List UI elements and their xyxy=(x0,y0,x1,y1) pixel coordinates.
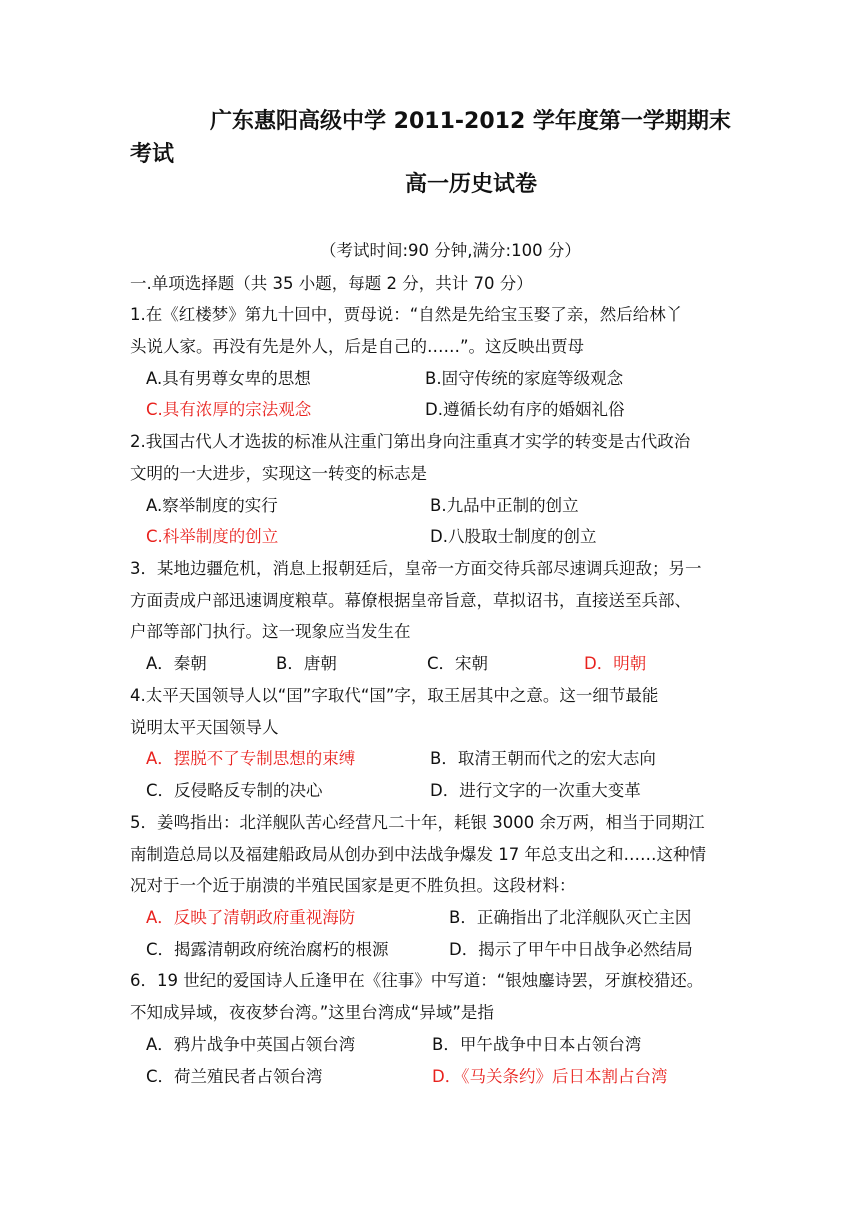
q2-option-c-answer: C.科举制度的创立 xyxy=(146,527,279,546)
q2-line2: 文明的一大进步，实现这一转变的标志是 xyxy=(130,464,427,483)
q2-option-b: B.九品中正制的创立 xyxy=(430,496,579,515)
q4-option-b: B．取清王朝而代之的宏大志向 xyxy=(430,749,656,768)
q1-line1: 1.在《红楼梦》第九十回中，贾母说：“自然是先给宝玉娶了亲，然后给林丫 xyxy=(130,305,683,324)
exam-info: （考试时间:90 分钟,满分:100 分） xyxy=(320,241,581,260)
q5-option-c: C．揭露清朝政府统治腐朽的根源 xyxy=(146,940,389,959)
q6-option-b: B．甲午战争中日本占领台湾 xyxy=(432,1035,642,1054)
q3-line2: 方面责成户部迅速调度粮草。幕僚根据皇帝旨意，草拟诏书，直接送至兵部、 xyxy=(130,591,691,610)
q5-line2: 南制造总局以及福建船政局从创办到中法战争爆发 17 年总支出之和……这种情 xyxy=(130,845,706,864)
q4-option-a-answer: A．摆脱不了专制思想的束缚 xyxy=(146,749,356,768)
q2-option-a: A.察举制度的实行 xyxy=(146,496,278,515)
q1-line2: 头说人家。再没有先是外人，后是自己的……”。这反映出贾母 xyxy=(130,337,585,356)
q1-option-b: B.固守传统的家庭等级观念 xyxy=(425,369,624,388)
q3-option-b: B．唐朝 xyxy=(276,654,337,673)
q3-line1: 3．某地边疆危机，消息上报朝廷后，皇帝一方面交待兵部尽速调兵迎敌；另一 xyxy=(130,559,702,578)
q3-option-c: C．宋朝 xyxy=(427,654,489,673)
q5-line3: 况对于一个近于崩溃的半殖民国家是更不胜负担。这段材料： xyxy=(130,876,576,895)
q6-option-c: C．荷兰殖民者占领台湾 xyxy=(146,1067,323,1086)
q4-option-d: D．进行文字的一次重大变革 xyxy=(430,781,641,800)
q4-option-c: C．反侵略反专制的决心 xyxy=(146,781,323,800)
exam-subtitle: 高一历史试卷 xyxy=(405,172,538,197)
q3-option-a: A．秦朝 xyxy=(146,654,207,673)
q1-option-a: A.具有男尊女卑的思想 xyxy=(146,369,311,388)
q3-line3: 户部等部门执行。这一现象应当发生在 xyxy=(130,622,411,641)
q6-option-d-answer: D．《马关条约》后日本割占台湾 xyxy=(432,1067,668,1086)
q2-line1: 2.我国古代人才选拔的标准从注重门第出身向注重真才实学的转变是古代政治 xyxy=(130,432,691,451)
q1-option-d: D.遵循长幼有序的婚姻礼俗 xyxy=(425,400,625,419)
q2-option-d: D.八股取士制度的创立 xyxy=(430,527,597,546)
q5-option-d: D．揭示了甲午中日战争必然结局 xyxy=(449,940,693,959)
q4-line1: 4.太平天国领导人以“囯”字取代“国”字，取王居其中之意。这一细节最能 xyxy=(130,686,659,705)
q5-option-a-answer: A．反映了清朝政府重视海防 xyxy=(146,908,356,927)
exam-title-line1: 广东惠阳高级中学 2011-2012 学年度第一学期期末 xyxy=(210,109,731,134)
q5-line1: 5．姜鸣指出：北洋舰队苦心经营凡二十年，耗银 3000 余万两，相当于同期江 xyxy=(130,813,705,832)
section-heading: 一.单项选择题（共 35 小题，每题 2 分，共计 70 分） xyxy=(130,274,533,293)
q4-line2: 说明太平天国领导人 xyxy=(130,718,279,737)
q1-option-c-answer: C.具有浓厚的宗法观念 xyxy=(146,400,312,419)
q3-option-d-answer: D．明朝 xyxy=(584,654,647,673)
q6-line2: 不知成异域，夜夜梦台湾。”这里台湾成“异域”是指 xyxy=(130,1003,494,1022)
q5-option-b: B．正确指出了北洋舰队灭亡主因 xyxy=(449,908,692,927)
exam-title-line2: 考试 xyxy=(130,142,175,167)
q6-option-a: A．鸦片战争中英国占领台湾 xyxy=(146,1035,356,1054)
q6-line1: 6．19 世纪的爱国诗人丘逢甲在《往事》中写道：“银烛鏖诗罢，牙旗校猎还。 xyxy=(130,971,704,990)
